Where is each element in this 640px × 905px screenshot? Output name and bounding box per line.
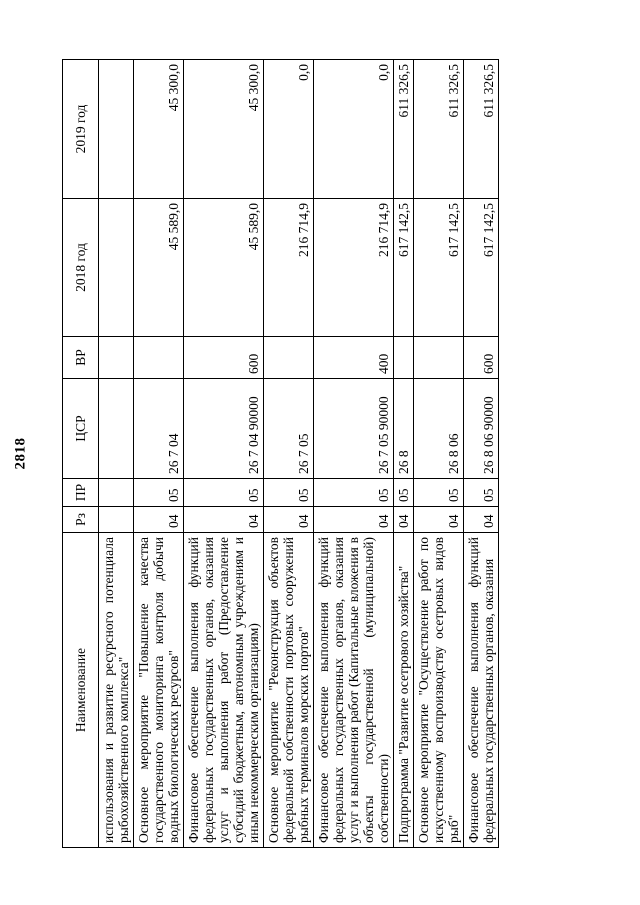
row-name: Финансовое обеспечение выполнения функций федеральных государственных органов, оказания услуг и выполнения работ (Предоставление субсидий бюджетным, автономным учреждениям и иным некоммерческим организациям) [184,533,264,848]
table-row [134,60,184,848]
row-2019: 611 326,5 [394,60,414,199]
row-2019: 0,0 [264,60,314,199]
row-csr: 26 7 05 [264,379,314,479]
row-csr: 26 8 [394,379,414,479]
row-pr: 05 [394,479,414,507]
row-2018 [99,199,134,337]
row-2018: 617 142,5 [464,199,499,337]
row-pr: 05 [134,479,184,507]
row-name: Основное мероприятие "Осуществление работ по искусственному воспроизводству осетровых видов рыб" [414,533,464,848]
row-vr [99,337,134,379]
row-2019: 45 300,0 [184,60,264,199]
row-pr: 05 [264,479,314,507]
row-vr [394,337,414,379]
row-pr: 05 [314,479,394,507]
table-row [314,60,394,848]
budget-table [62,59,499,848]
row-pr: 05 [464,479,499,507]
row-rz: 04 [394,507,414,533]
header-year-2018: 2018 год [63,199,99,337]
row-vr: 400 [314,337,394,379]
row-name: Основное мероприятие "Повышение качества государственного мониторинга контроля добычи водных биологических ресурсов" [134,533,184,848]
row-name: использования и развитие ресурсного потенциала рыбохозяйственного комплекса" [99,533,134,848]
table-row [414,60,464,848]
table-row [464,60,499,848]
row-rz [99,507,134,533]
row-rz: 04 [314,507,394,533]
row-2019: 611 326,5 [464,60,499,199]
rotated-table-container [62,60,600,848]
row-2019: 45 300,0 [134,60,184,199]
row-csr [99,379,134,479]
row-csr: 26 7 04 90000 [184,379,264,479]
table-row [184,60,264,848]
row-pr: 05 [184,479,264,507]
row-csr: 26 8 06 [414,379,464,479]
row-2018: 216 714,9 [314,199,394,337]
row-2018: 45 589,0 [134,199,184,337]
row-vr [264,337,314,379]
row-csr: 26 7 04 [134,379,184,479]
row-2018: 45 589,0 [184,199,264,337]
header-csr: ЦСР [63,379,99,479]
row-vr: 600 [464,337,499,379]
row-csr: 26 8 06 90000 [464,379,499,479]
row-rz: 04 [264,507,314,533]
page-number: 2818 [12,437,29,469]
table-row [99,60,134,848]
row-vr: 600 [184,337,264,379]
row-vr [414,337,464,379]
row-2019: 611 326,5 [414,60,464,199]
row-rz: 04 [464,507,499,533]
header-name: Наименование [63,533,99,848]
row-name: Подпрограмма "Развитие осетрового хозяйства" [394,533,414,848]
row-rz: 04 [184,507,264,533]
row-2018: 617 142,5 [414,199,464,337]
row-2018: 617 142,5 [394,199,414,337]
header-vr: ВР [63,337,99,379]
row-2018: 216 714,9 [264,199,314,337]
table-header-row [63,60,99,848]
row-2019: 0,0 [314,60,394,199]
row-2019 [99,60,134,199]
header-year-2019: 2019 год [63,60,99,199]
row-pr: 05 [414,479,464,507]
page-number-container [0,438,42,468]
row-rz: 04 [134,507,184,533]
header-pr: ПР [63,479,99,507]
row-pr [99,479,134,507]
row-name: Финансовое обеспечение выполнения функций федеральных государственных органов, оказания [464,533,499,848]
row-name: Основное мероприятие "Реконструкция объектов федеральной собственности портовых сооружений рыбных терминалов морских портов" [264,533,314,848]
table-row [394,60,414,848]
row-vr [134,337,184,379]
header-rz: Рз [63,507,99,533]
table-row [264,60,314,848]
row-csr: 26 7 05 90000 [314,379,394,479]
row-rz: 04 [414,507,464,533]
row-name: Финансовое обеспечение выполнения функций федеральных государственных органов, оказания услуг и выполнения работ (Капитальные вложения в объекты государственной (муниципальной) собственности) [314,533,394,848]
